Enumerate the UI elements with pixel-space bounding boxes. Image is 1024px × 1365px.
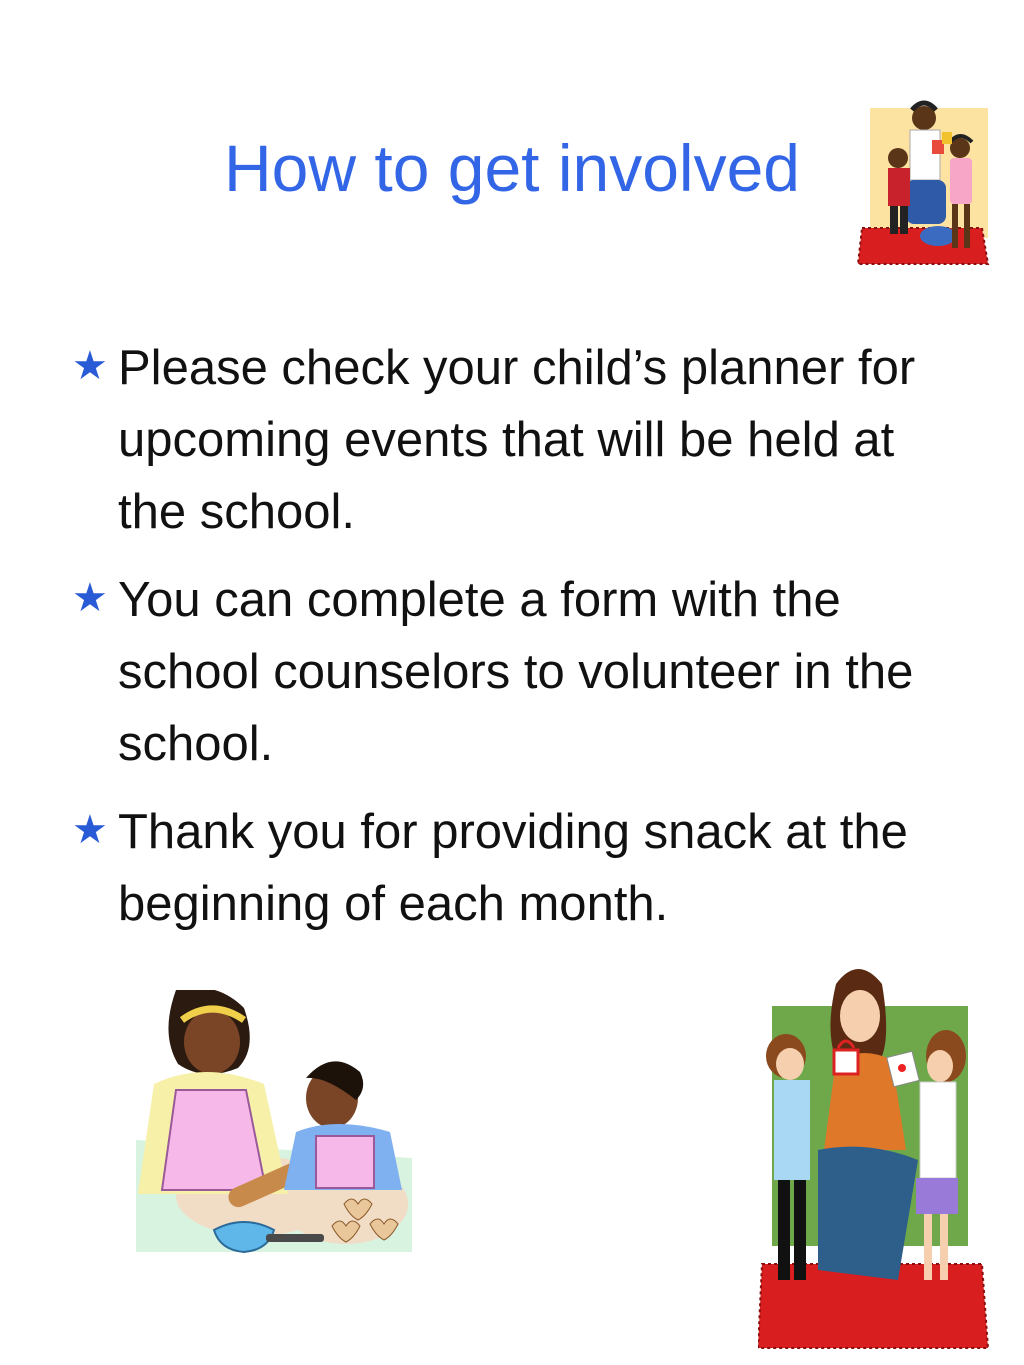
teacher-gifts-clipart xyxy=(758,964,990,1350)
bullet-item xyxy=(72,564,972,780)
baking-clipart xyxy=(136,990,412,1254)
bullet-item xyxy=(72,332,972,548)
star-icon: ★ xyxy=(72,576,108,620)
bullet-text: You can complete a form with the school counselors to volunteer in the school. xyxy=(118,573,914,771)
slide-title: How to get involved xyxy=(224,131,800,205)
bullet-text: Please check your child’s planner for upcoming events that will be held at the school. xyxy=(118,341,916,539)
star-icon: ★ xyxy=(72,344,108,388)
bullet-item xyxy=(72,796,972,940)
bullet-text: Thank you for providing snack at the beginning of each month. xyxy=(118,805,908,931)
star-icon: ★ xyxy=(72,808,108,852)
bullet-list xyxy=(72,332,972,956)
family-gift-clipart xyxy=(852,96,992,272)
